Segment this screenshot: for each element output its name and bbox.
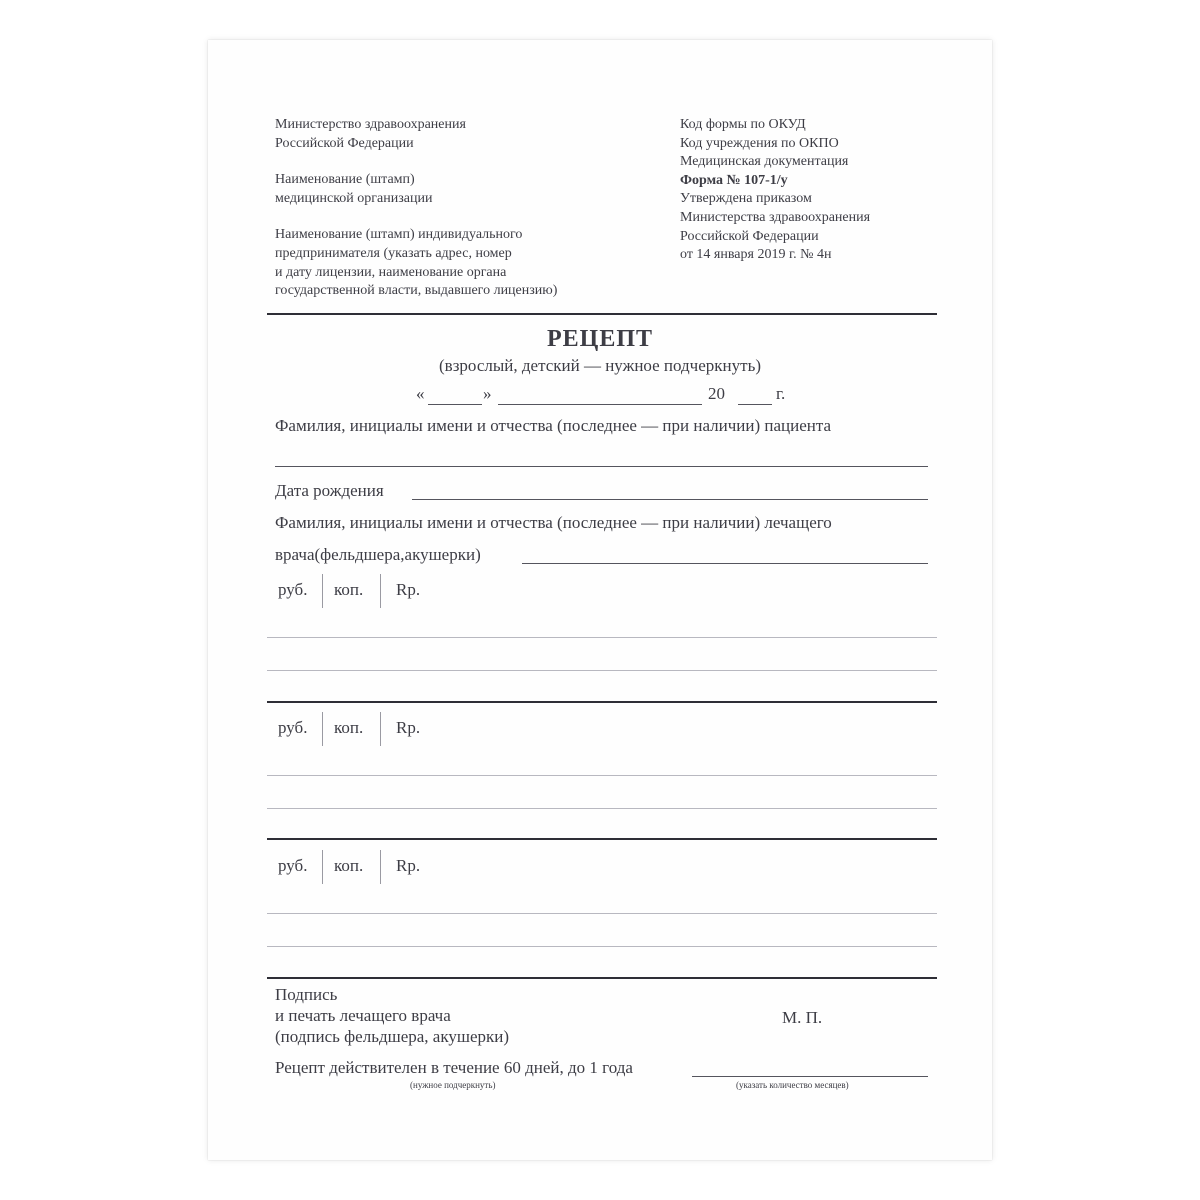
birth-date-field[interactable]: [412, 499, 928, 500]
rx-line[interactable]: [267, 913, 937, 914]
rp-label: Rp.: [396, 580, 421, 599]
kop-divider: [380, 574, 381, 608]
form-subtitle: (взрослый, детский — нужное подчеркнуть): [439, 356, 761, 375]
signature-line: и печать лечащего врача: [275, 1006, 451, 1025]
validity-text: Рецепт действителен в течение 60 дней, до 1 года: [275, 1058, 633, 1077]
header-divider: [267, 313, 937, 315]
validity-months-field[interactable]: [692, 1076, 928, 1077]
rub-label: руб.: [278, 580, 308, 599]
date-open-quote: «: [416, 384, 425, 403]
signature-line: Подпись: [275, 985, 338, 1004]
kop-label: коп.: [334, 580, 364, 599]
header-left-line: предпринимателя (указать адрес, номер: [275, 245, 512, 261]
rp-label: Rp.: [396, 856, 421, 875]
form-title: РЕЦЕПТ: [546, 326, 654, 352]
kop-divider: [380, 850, 381, 884]
kop-label: коп.: [334, 718, 364, 737]
rub-divider: [322, 712, 323, 746]
form-number: Форма № 107-1/у: [680, 172, 788, 188]
header-right-line: Министерства здравоохранения: [680, 209, 871, 225]
date-close-quote: »: [483, 384, 492, 403]
birth-date-label: Дата рождения: [275, 481, 384, 500]
header-left-line: и дату лицензии, наименование органа: [275, 264, 507, 280]
doctor-label-line1: Фамилия, инициалы имени и отчества (последнее — при наличии) лечащего: [275, 513, 832, 532]
header-left-line: государственной власти, выдавшего лицензию): [275, 283, 558, 299]
rx-line[interactable]: [267, 637, 937, 638]
signature-line: (подпись фельдшера, акушерки): [275, 1027, 510, 1046]
rx-divider: [267, 977, 937, 979]
rp-label: Rp.: [396, 718, 421, 737]
header-left: [275, 116, 557, 301]
header-right-line: Код учреждения по ОКПО: [680, 135, 839, 151]
header-left-line: медицинской организации: [275, 190, 433, 206]
header-right-line: Медицинская документация: [680, 154, 849, 170]
rx-line[interactable]: [267, 808, 937, 809]
date-month-field[interactable]: [498, 404, 702, 405]
signature-block: [275, 984, 509, 1047]
rub-divider: [322, 850, 323, 884]
header-right-line: Утверждена приказом: [680, 191, 812, 207]
header-left-line: Министерство здравоохранения: [275, 117, 466, 132]
date-year-suffix: г.: [776, 384, 786, 403]
kop-divider: [380, 712, 381, 746]
seal-placeholder: М. П.: [782, 1008, 823, 1027]
validity-hint-right: (указать количество месяцев): [736, 1080, 849, 1090]
patient-label: Фамилия, инициалы имени и отчества (последнее — при наличии) пациента: [275, 416, 832, 435]
header-right-line: от 14 января 2019 г. № 4н: [680, 247, 832, 263]
header-left-line: Наименование (штамп) индивидуального: [275, 227, 523, 243]
rx-line[interactable]: [267, 775, 937, 776]
prescription-form-sheet: [208, 40, 992, 1160]
doctor-label-line2: врача(фельдшера,акушерки): [275, 545, 481, 564]
rub-label: руб.: [278, 718, 308, 737]
rub-label: руб.: [278, 856, 308, 875]
date-year-prefix: 20: [708, 384, 725, 403]
patient-name-field[interactable]: [275, 466, 928, 467]
rx-line[interactable]: [267, 946, 937, 947]
header-right: [680, 116, 870, 265]
kop-label: коп.: [334, 856, 364, 875]
rx-divider: [267, 838, 937, 840]
header-left-line: Наименование (штамп): [275, 172, 415, 188]
rx-line[interactable]: [267, 670, 937, 671]
date-year-field[interactable]: [738, 404, 772, 405]
date-day-field[interactable]: [428, 404, 482, 405]
doctor-name-field[interactable]: [522, 563, 928, 564]
rub-divider: [322, 574, 323, 608]
header-right-line: Код формы по ОКУД: [680, 117, 806, 132]
rx-divider: [267, 701, 937, 703]
header-right-line: Российской Федерации: [680, 228, 819, 244]
header-left-line: Российской Федерации: [275, 135, 414, 151]
validity-hint-left: (нужное подчеркнуть): [410, 1080, 496, 1090]
